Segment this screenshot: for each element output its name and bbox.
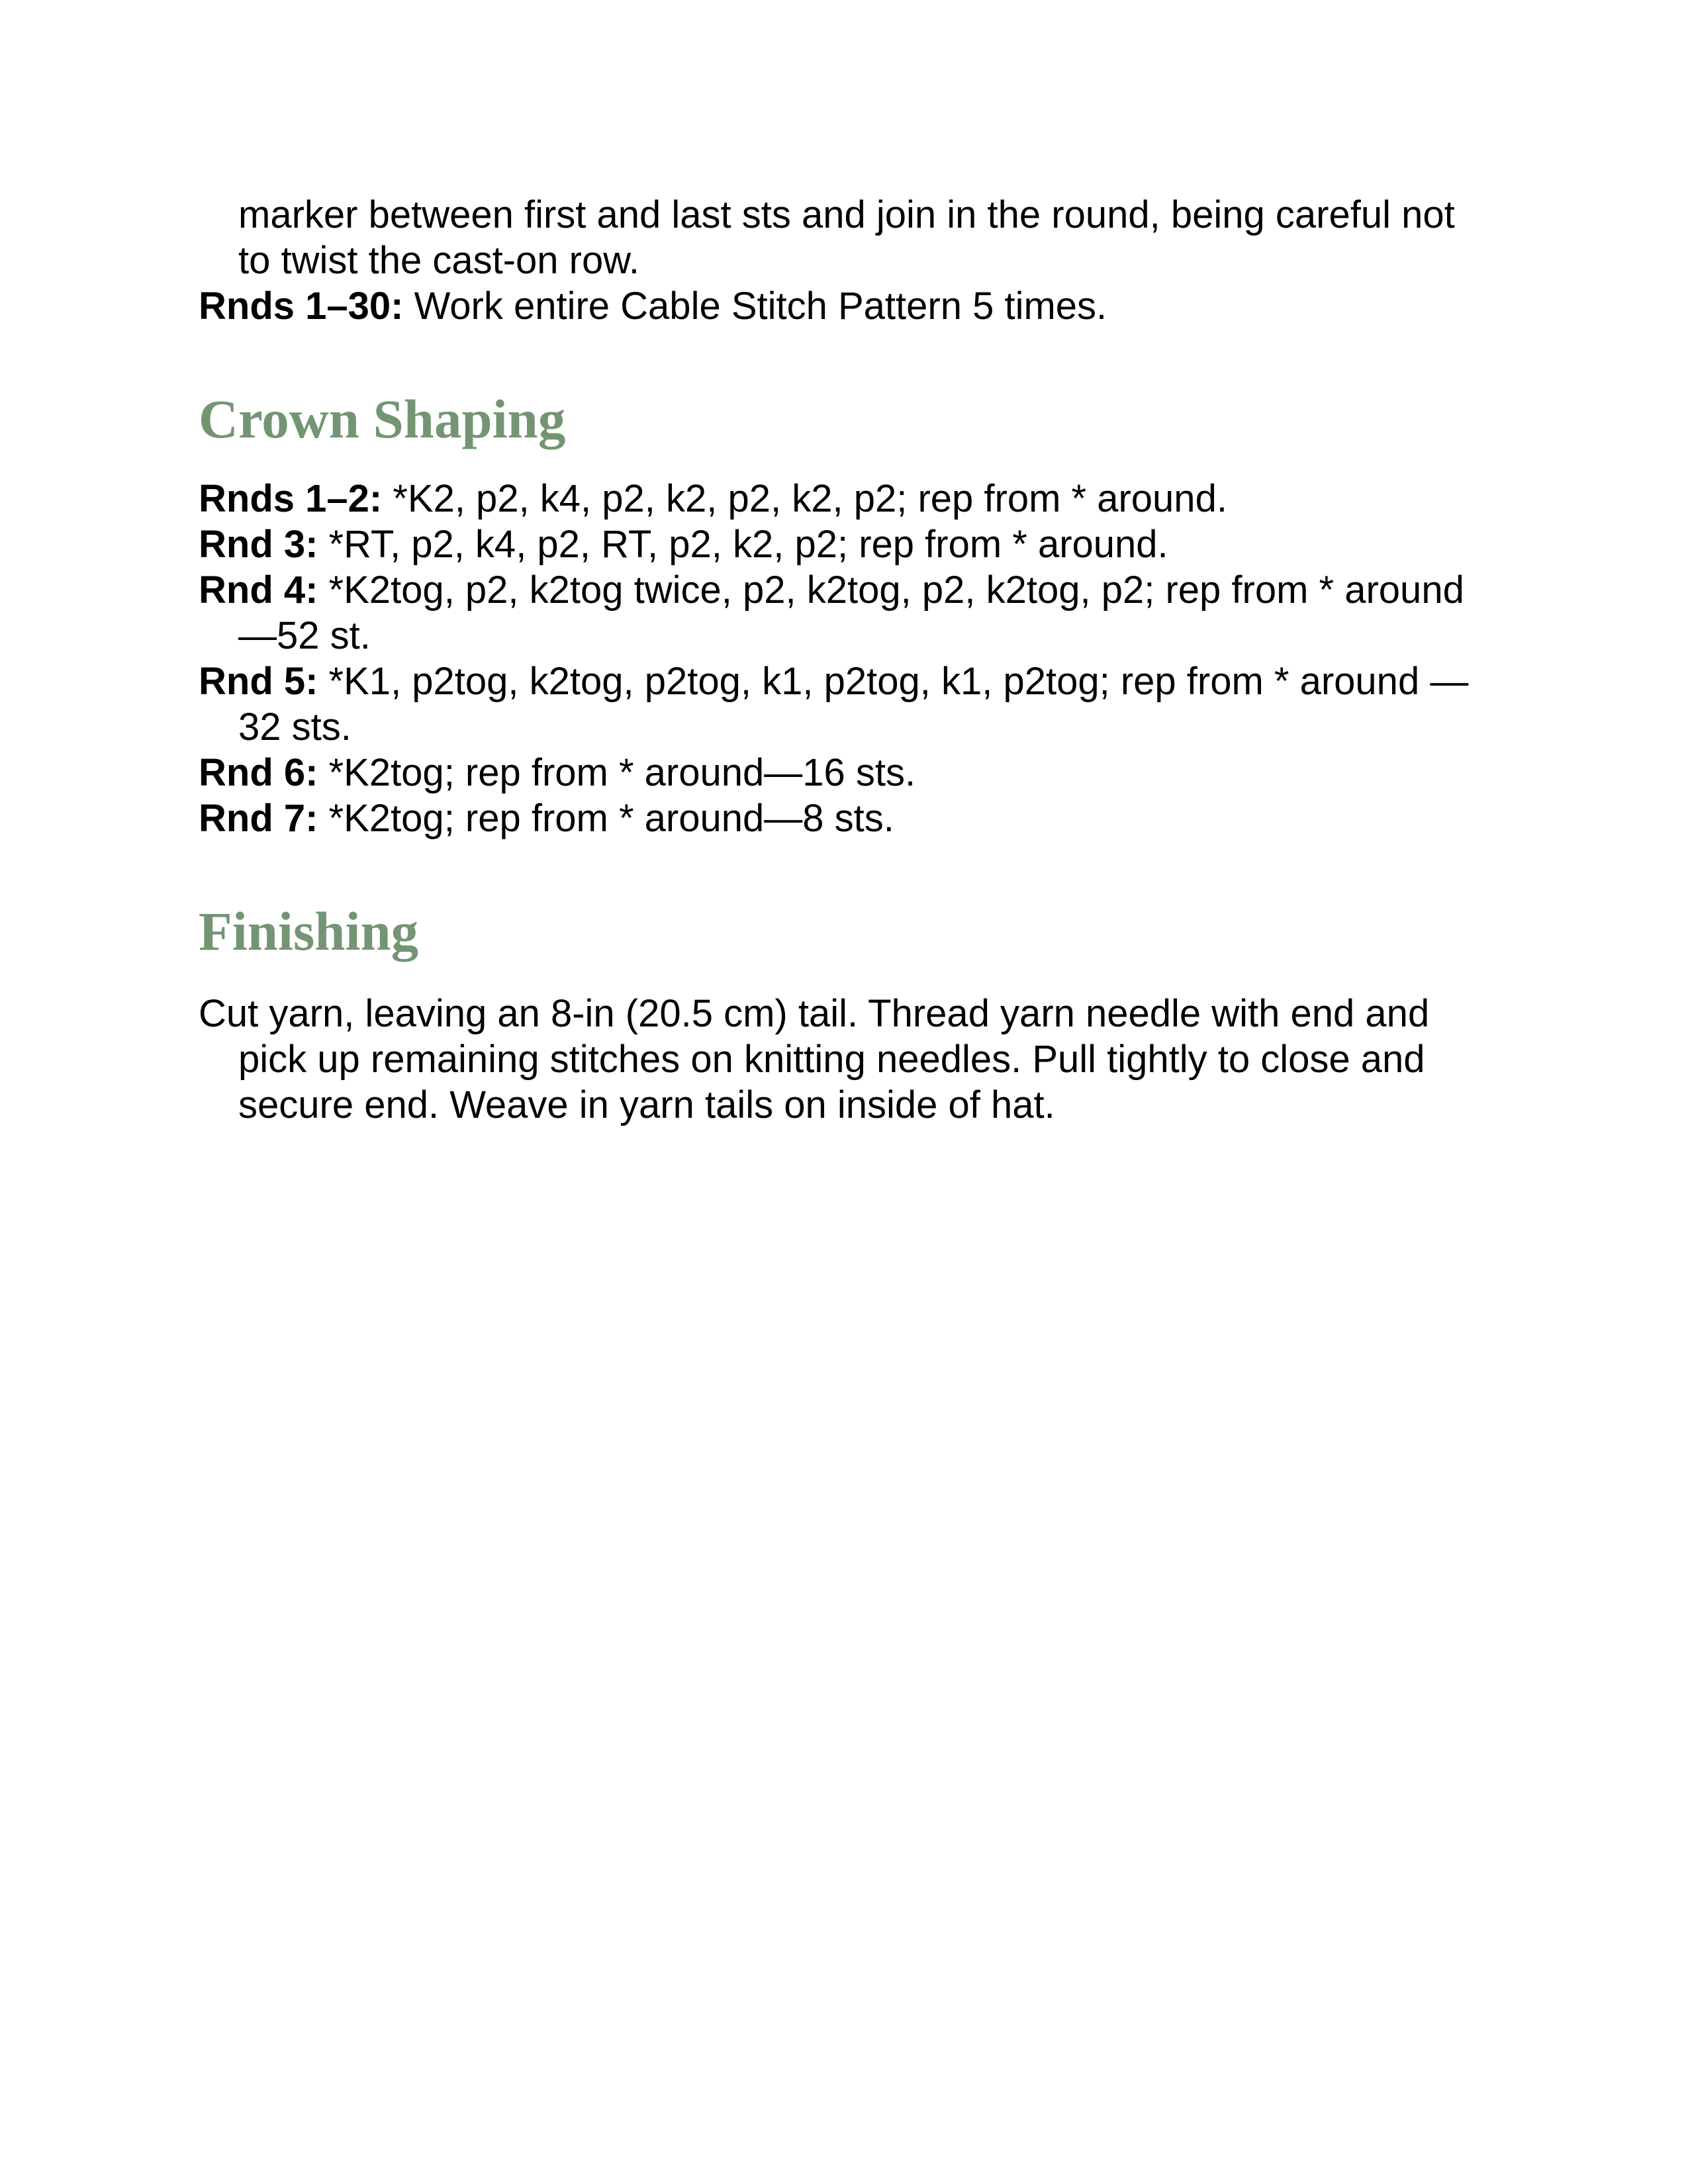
round-instruction xyxy=(199,659,1489,750)
round-label: Rnd 4: xyxy=(199,569,318,612)
round-label: Rnd 5: xyxy=(199,660,318,703)
round-instruction xyxy=(199,750,1489,796)
round-instruction xyxy=(199,522,1489,567)
round-label: Rnds 1–30: xyxy=(199,285,404,328)
round-text: *K1, p2tog, k2tog, p2tog, k1, p2tog, k1, p2tog; rep from * around —32 sts. xyxy=(238,660,1469,749)
page-content xyxy=(199,192,1489,1128)
round-text: *K2tog, p2, k2tog twice, p2, k2tog, p2, k2tog, p2; rep from * around—52 st. xyxy=(238,569,1464,657)
round-text: *K2, p2, k4, p2, k2, p2, k2, p2; rep from * around. xyxy=(382,477,1227,520)
round-text: Work entire Cable Stitch Pattern 5 times. xyxy=(403,285,1107,328)
round-label: Rnd 6: xyxy=(199,751,318,794)
round-instruction xyxy=(199,283,1489,329)
crown-shaping-heading: Crown Shaping xyxy=(199,388,566,449)
round-label: Rnds 1–2: xyxy=(199,477,383,520)
round-instruction xyxy=(199,476,1489,522)
round-text: *K2tog; rep from * around—8 sts. xyxy=(318,797,894,840)
intro-continuation-text: marker between first and last sts and join in the round, being careful not to twist the cast-on row. xyxy=(238,193,1455,282)
round-label: Rnd 7: xyxy=(199,797,318,840)
round-label: Rnd 3: xyxy=(199,523,318,566)
round-text: *RT, p2, k4, p2, RT, p2, k2, p2; rep from * around. xyxy=(318,523,1168,566)
round-instruction xyxy=(199,567,1489,659)
round-instruction xyxy=(199,796,1489,841)
round-text: *K2tog; rep from * around—16 sts. xyxy=(318,751,916,794)
finishing-heading: Finishing xyxy=(199,901,419,962)
finishing-text: Cut yarn, leaving an 8-in (20.5 cm) tail. Thread yarn needle with end and pick up remaining stitches on knitting needles. Pull tightly to close and secure end. Weave in yarn tails on inside of hat. xyxy=(199,992,1430,1126)
